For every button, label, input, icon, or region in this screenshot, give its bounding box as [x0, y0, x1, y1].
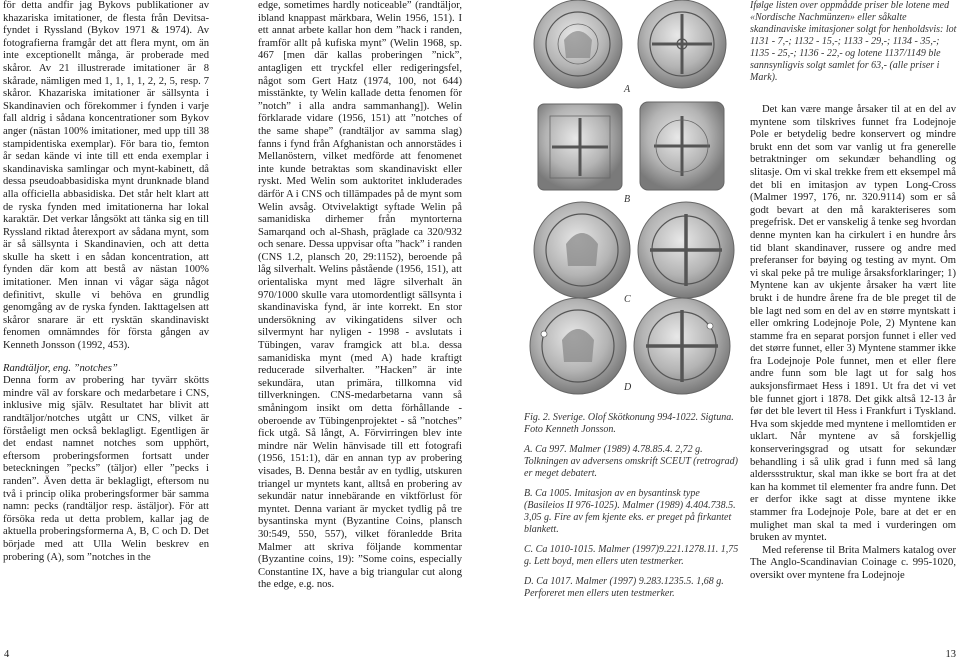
coin-plate-svg	[520, 0, 746, 398]
caption-d: D. Ca 1017. Malmer (1997) 9.283.1235.5. 1,68 g. Perforeret men ellers uten testmerker.	[524, 576, 724, 599]
row-label-d: D	[624, 382, 632, 393]
row-label-b: B	[624, 194, 631, 205]
page-number-left: 4	[4, 649, 10, 660]
coin-d-reverse	[634, 298, 730, 394]
paragraph: edge, sometimes hardly noticeable” (randtäljor, ibland knappast märkbara, Welin 1956, 151). I ett annat arbete kallar hon dem ”hack i randen, framför allt på kufiska mynt” (Welin 1968, sp. 467 [men där kallas proberingen ”nick”, antagligen ett tryckfel eller redigeringsfel, något som Gert Hatz (1974, 100, not 644) misstänkte, ty Welin kallade detta fenomen för ”notch” i alla andra sammanhang]). Welin förklarade vidare (1956, 151) att ”notches of the same shape” (randtäljor av samma slag) fanns i fynd från Afghanistan och annorstädes i Mellanöstern, vilket medförde att fenomenet inte kunde betraktas som skandinaviskt eller ryskt. Med Welin som auktoritet inkluderades därför A i CNS och tillämpades på de mynt som Welin avsåg. Otvivelaktigt syftade Welin på samanidiska dirhemer från myntorterna Samarqand och al-Shash, präglade ca 320/932 och senare. Dessa uppvisar ofta ”hack” i randen (CNS 1.2, plansch 20, 29:1152), beroende på låg silverhalt. Welins påstående (1956, 151), att orientaliska mynt med lägre silverhalt än 970/1000 skulle vara utomordentligt sällsynta i skandinaviska fynd, är inte korrekt. En stor undersökning av vikingatidens silver och silvermynt har nyligen - 1998 - avslutats i Tübingen, varav framgick att bl.a. dessa samanidiska mynt (med A) hade kraftigt reducerade silverhalter. ”Hacken” är inte sekundära, utan primära, tillkomna vid tillverkningen. CNS-medarbetarna vann så småningom insikt om detta förhållande - oberoende av Tübingenprojektet - så ”notches” fick utgå. Så långt, A. Förvirringen blev inte mindre när Welin hänvisade till ett fotografi (1956, 151:1), där en annan typ av probering visades, B. Denna består av en tydlig, utskuren triangel ur myntets kant, alltså en probering av sekundär natur innebärande en viktförlust för myntet. Denna variant är mycket tydlig på tre bysantinska mynt (Byzantine Coins, plansch 30:549, 550, 557), vilket föranledde Brita Malmer att skriva följande kommentar (Byzantine coins, 19): ”Some coins, especially Constantine IX, have a big triangular cut along the edge, e.g. nos.	[258, 0, 462, 591]
row-label-a: A	[624, 84, 631, 95]
coin-a-obverse	[534, 0, 622, 88]
coin-plate	[520, 0, 746, 398]
text-column-4	[750, 104, 956, 583]
text-column-2	[258, 0, 462, 592]
paragraph: Denna form av probering har tyvärr skötts mindre väl av forskare och medarbetare i CNS, inklusive mig själv. Resultatet har blivit att randtäljor/notches utgått ur CNS, vilket är förståeligt men också beklagligt. Egentligen är det endast namnet notches som upphört, eftersom proberingsformen fortsatt under beteckningen ”pecks” (täljor) eller ”pecks i randen”. Även detta är beklagligt, eftersom nu två i princip olika proberingsformer bär samma namn: pecks (randtäljor resp. ästäljor). För att försöka reda ut detta problem, kallar jag de aktuella proberingsformerna A, B, C och D. Det började med att Ulla Welin beskrev en probering (A), som ”notches in the	[3, 375, 209, 563]
coin-a-reverse	[638, 0, 726, 88]
coin-b-reverse	[640, 102, 724, 190]
caption-b: B. Ca 1005. Imitasjon av en bysantinsk type (Basileios II 976-1025). Malmer (1989) 4.404.738.5. 3,05 g. Fire av fem kjente eks. er preget på firkantet blankett.	[524, 488, 736, 535]
auction-price-note: Ifølge listen over oppmådde priser ble lotene med «Nordische Nachmünzen» eller såkalte skandinaviske imitasjoner solgt for henholdsvis: lot 1131 - 7,-; 1132 - 15,-; 1133 - 29,-; 1134 - 35,-; 1135 - 25,-; 1136 - 22,- og lotene 1137/1149 ble sannsynligvis solgt samlet for 63,- (alle priser i Mark).	[750, 0, 957, 83]
page-number-right: 13	[945, 649, 956, 660]
text-column-1	[3, 0, 209, 564]
coin-c-obverse	[534, 202, 630, 298]
coin-c-reverse	[638, 202, 734, 298]
paragraph: för detta andfir jag Bykovs publikationer av khazariska imitationer, de flesta från Devitsa-fyndet i Ryssland (Bykov 1971 & 1974). Av fotografierna framgår det att flera mynt, om än inte exceptionellt många, är proberade med skåror. Av 21 illustrerade imitationer är 8 skårade, nämligen med 1, 1, 1, 1, 2, 2, 5, resp. 7 skåror. Khazariska imitationer är sällsynta i Skandinavien och förekommer i fynden i varje fall aldrig i sådana koncentrationer som Bykov anger (nästan 100% imitationer, med upp till 38 stampidentiska exemplar). För bara tio, femton år sedan kände vi inte till ett enda exemplar i skandinaviska samlingar och mynt-kabinett, då dessa pseudoabbasidiska mynt drunknade bland alla officiella abbasidiska. Det står helt klart att de ryska fynden med imitationerna har lokal karaktär. Det verkar långsökt att tänka sig en till Ryssland riktad återexport av sådana mynt, som är så sällsynta i Skandinavien, och att detta skulle ha skett i en sådan koncentration, att fynden där kom att bestå av nästan 100% imitationer. Men innan vi vågar säga något definitivt, skulle vi behöva en grundlig genomgång av de ryska fynden. Iakttagelsen att skåror snarare är ett rysktän skandinaviskt fenomen omnämndes för första gången av Kenneth Jonsson (1992, 453).	[3, 0, 209, 352]
paragraph: Med referense til Brita Malmers katalog over The Anglo-Scandinavian Coinage c. 995-1020, oversikt over myntene fra Lodejnoje	[750, 544, 956, 581]
coin-b-obverse	[538, 104, 622, 190]
row-label-c: C	[624, 294, 631, 305]
coin-d-obverse	[530, 298, 626, 394]
caption-a: A. Ca 997. Malmer (1989) 4.78.85.4. 2,72 g. Tolkningen av adversens omskrift SCEUT (retrograd) er meget debatert.	[524, 444, 738, 479]
paragraph: Det kan være mange årsaker til at en del av myntene som tilskrives funnet fra Lodejnoje Pole er betydelig bedre konservert og mindre brukt enn det som var vanlig ut fra generelle betraktninger om sekundær behandling og slitasje. Om vi skal trekke frem ett eksempel må det bli en imitasjon av typen Long-Cross (Malmer 1997, 176, nr. 320.9114) som er så godt bevart at den må karakteriseres som pregefrisk. Det er vanskelig å tenke seg hvordan denne mynten kan ha cirkulert i en hundre års tid blant skandinaver, russere og andre med preferanser for bøying og testing av mynt. Om vi skal peke på tre mulige årsaksforklaringer; 1) Myntene kan av ukjente årsaker ha vært lite brukt i de hundre årene fra de ble preget til de ble lagt ned som en del av en større myntskatt i eller omkring Lodejnoje Pole, 2) Myntene kan stamme fra en separat porsjon funnet i eller ved det større funnet, eller 3) Myntene stammer ikke fra Lodejnoje Pole funnet, men et eller flere andre funn som ble lagt ut for salg hos auksjonsfirmaet Hess i 1891. Ut fra det vi vet ble funnet gjort i 1878. Det gikk altså 12-13 år før det ble levert til Hess i Frankfurt i Tyskland. Hva som skjedde med myntene i mellomtiden er uklart. Når myntene av så forskjellig konserveringsgrad og utsatt for sekundær behandling i så ulik grad i funn med så lang alderssstruktur, skal man ikke se bort fra at det kan ha kommet til elementer fra andre funn. Det er derfor ikke sagt at disse myntene ikke stammer fra Lodejnoje Pole, bare at det er en mulighet man skal ta med i vurderingen om bruken av myntet.	[750, 104, 956, 544]
figure-title: Fig. 2. Sverige. Olof Skötkonung 994-1022. Sigtuna. Foto Kenneth Jonsson.	[524, 412, 734, 435]
figure-caption	[524, 412, 742, 608]
section-heading: Randtäljor, eng. ”notches”	[3, 362, 118, 374]
caption-c: C. Ca 1010-1015. Malmer (1997)9.221.1278.11. 1,75 g. Lett boyd, men ellers uten testmerker.	[524, 544, 739, 567]
